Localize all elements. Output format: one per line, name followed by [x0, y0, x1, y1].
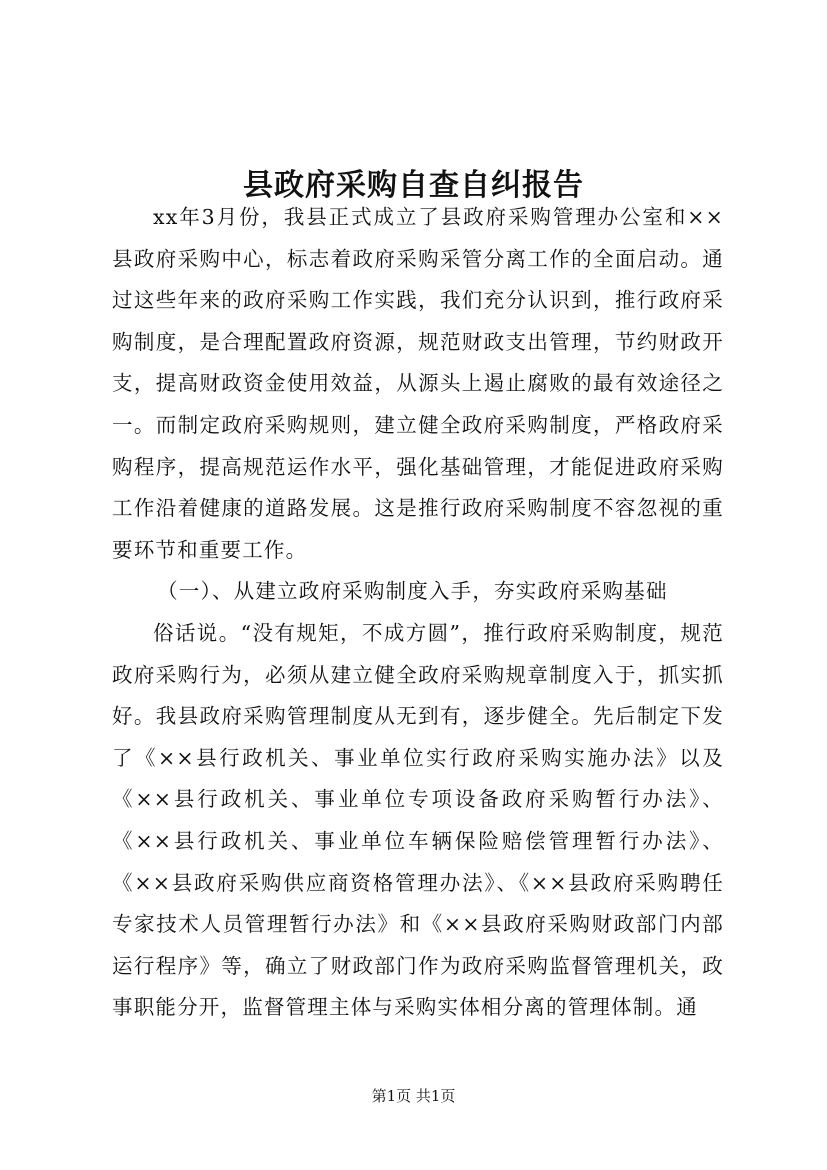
- paragraph-intro: xx年3月份，我县正式成立了县政府采购管理办公室和××县政府采购中心，标志着政府采购采管分离工作的全面启动。通过这些年来的政府采购工作实践，我们充分认识到，推行政府采购制度，是合理配置政府资源，规范财政支出管理，节约财政开支，提高财政资金使用效益，从源头上遏止腐败的最有效途径之一。而制定政府采购规则，建立健全政府采购制度，严格政府采购程序，提高规范运作水平，强化基础管理，才能促进政府采购工作沿着健康的道路发展。这是推行政府采购制度不容忽视的重要环节和重要工作。: [112, 205, 724, 562]
- section-heading: （一）、从建立政府采购制度入手，夯实政府采购基础: [157, 579, 668, 604]
- document-title: 县政府采购自查自纠报告: [243, 168, 584, 204]
- paragraph-section-1: 俗话说。“没有规矩，不成方圆”，推行政府采购制度，规范政府采购行为，必须从建立健全政府采购规章制度入于，抓实抓好。我县政府采购管理制度从无到有，逐步健全。先后制定下发了《××县行政机关、事业单位实行政府采购实施办法》以及《××县行政机关、事业单位专项设备政府采购暂行办法》、《××县行政机关、事业单位车辆保险赔偿管理暂行办法》、《××县政府采购供应商资格管理办法》、《××县政府采购聘任专家技术人员管理暂行办法》和《××县政府采购财政部门内部运行程序》等，确立了财政部门作为政府采购监督管理机关，政事职能分开，监督管理主体与采购实体相分离的管理体制。通: [112, 620, 724, 1020]
- page-footer: [0, 1086, 827, 1106]
- document-body: [112, 197, 724, 1029]
- page-number-label: 第1页 共1页: [371, 1087, 456, 1105]
